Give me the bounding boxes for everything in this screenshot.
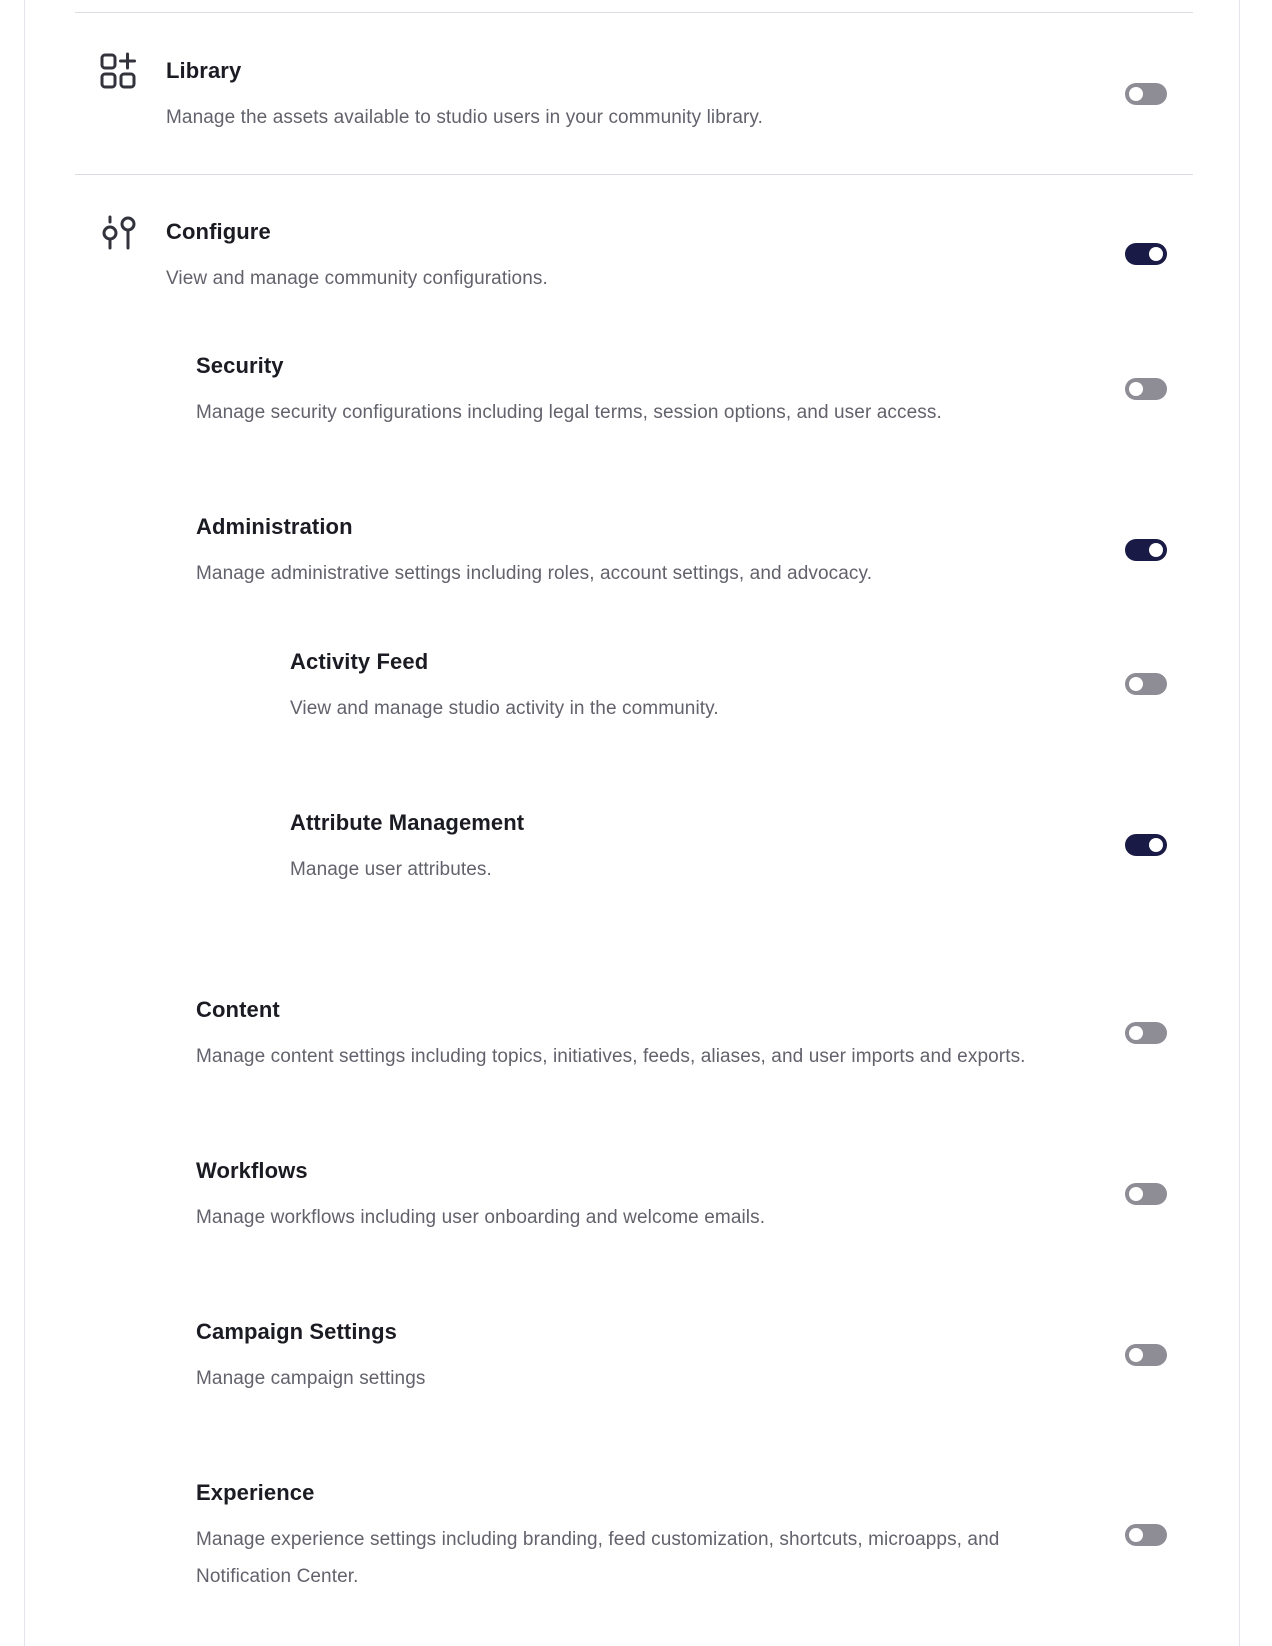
security-title: Security [196,353,284,378]
administration-title: Administration [196,514,353,539]
library-title: Library [166,58,242,83]
activity-feed-description: View and manage studio activity in the community. [290,698,719,719]
attribute-management-toggle[interactable] [1125,834,1167,856]
toggle-knob [1129,382,1143,396]
campaign-settings-toggle[interactable] [1125,1344,1167,1366]
activity-feed-toggle[interactable] [1125,673,1167,695]
toggle-knob [1149,838,1163,852]
attribute-management-title: Attribute Management [290,810,525,835]
toggle-knob [1129,1187,1143,1201]
toggle-knob [1129,677,1143,691]
administration-description: Manage administrative settings including roles, account settings, and advocacy. [196,563,873,584]
security-toggle[interactable] [1125,378,1167,400]
campaign-settings-description: Manage campaign settings [196,1368,426,1389]
content-description: Manage content settings including topics, initiatives, feeds, aliases, and user imports and exports. [196,1046,1026,1067]
attribute-management-description: Manage user attributes. [290,859,492,880]
permissions-panel [24,0,1240,1646]
divider [75,12,1193,13]
toggle-knob [1129,1528,1143,1542]
toggle-knob [1129,1348,1143,1362]
configure-icon [100,214,140,254]
toggle-knob [1129,1026,1143,1040]
configure-description: View and manage community configurations. [166,268,548,289]
divider [75,174,1193,175]
toggle-knob [1149,247,1163,261]
configure-toggle[interactable] [1125,243,1167,265]
content-toggle[interactable] [1125,1022,1167,1044]
experience-toggle[interactable] [1125,1524,1167,1546]
security-description: Manage security configurations including legal terms, session options, and user access. [196,402,942,423]
configure-title: Configure [166,219,271,244]
workflows-description: Manage workflows including user onboarding and welcome emails. [196,1207,766,1228]
campaign-settings-title: Campaign Settings [196,1319,397,1344]
library-description: Manage the assets available to studio users in your community library. [166,107,763,128]
workflows-title: Workflows [196,1158,308,1183]
administration-toggle[interactable] [1125,539,1167,561]
experience-title: Experience [196,1480,315,1505]
content-title: Content [196,997,280,1022]
library-icon [100,52,140,92]
experience-description: Manage experience settings including branding, feed customization, shortcuts, microapps, and Notification Center. [196,1529,1000,1587]
activity-feed-title: Activity Feed [290,649,429,674]
library-toggle[interactable] [1125,83,1167,105]
workflows-toggle[interactable] [1125,1183,1167,1205]
toggle-knob [1149,543,1163,557]
toggle-knob [1129,87,1143,101]
